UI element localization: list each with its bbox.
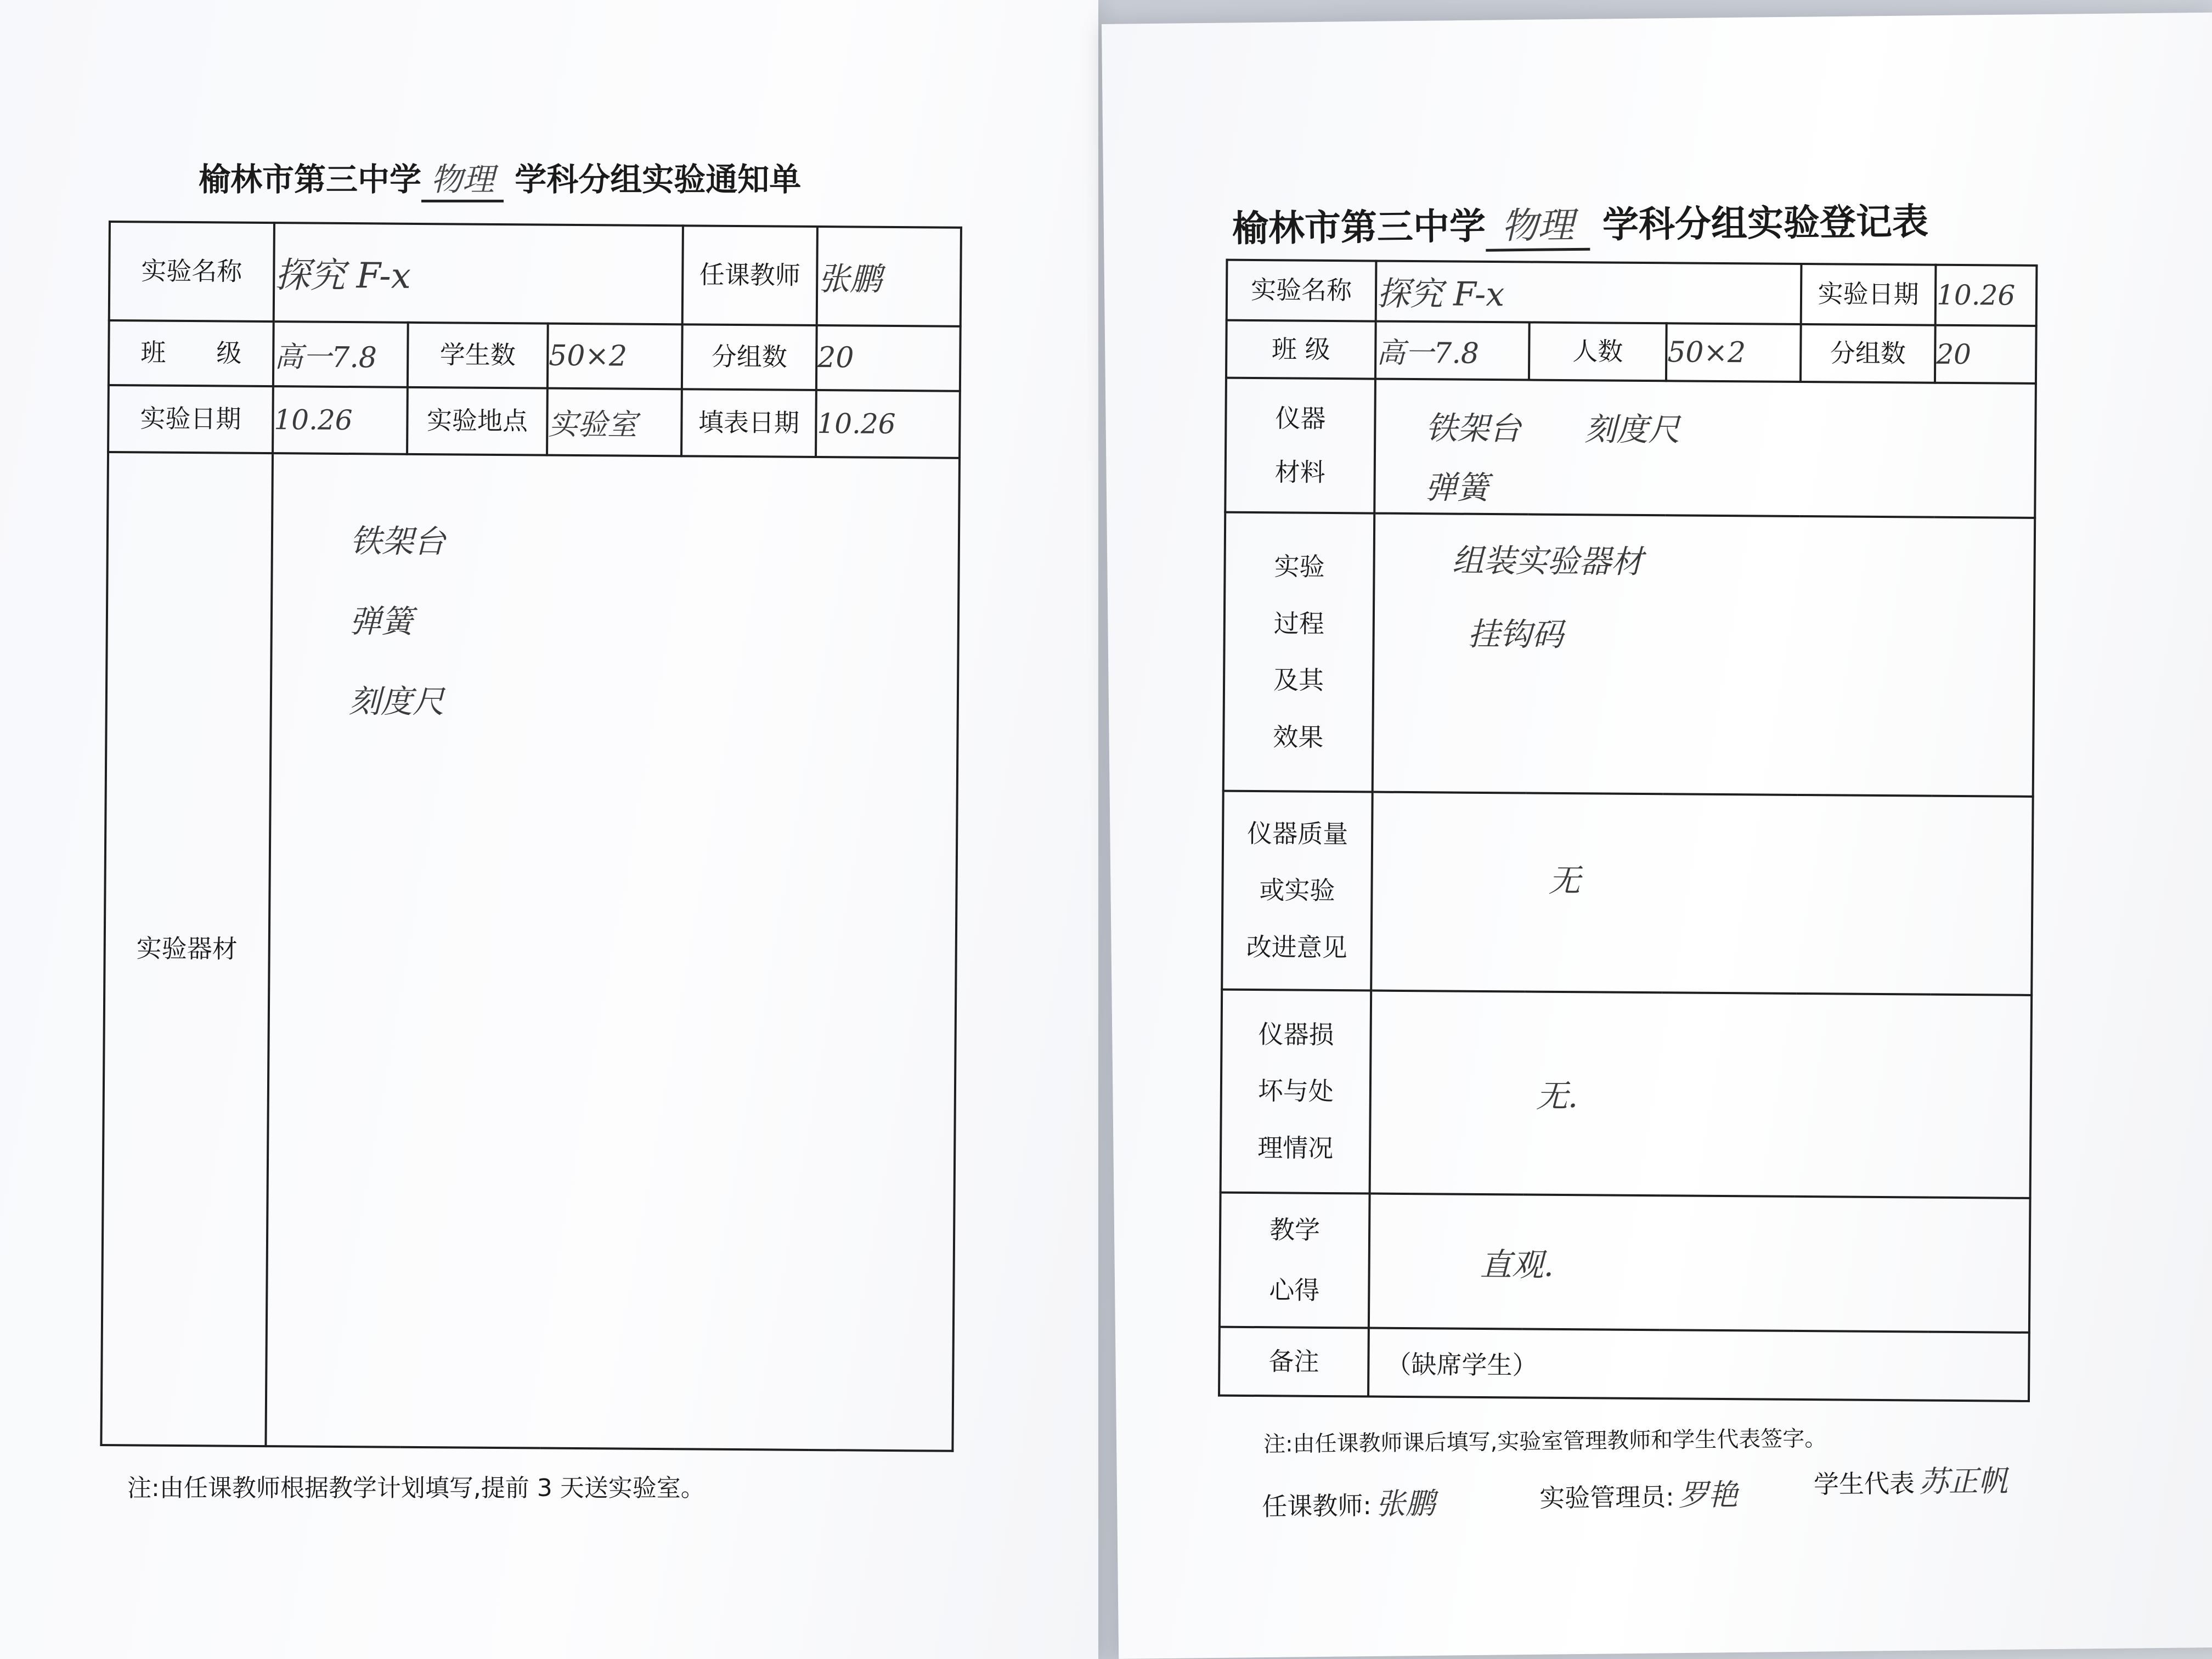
process-line: 挂钩码 (1468, 615, 1564, 653)
process-line: 组装实验器材 (1452, 541, 1643, 580)
notification-table (100, 221, 962, 1452)
value-headcount: 50×2 (1666, 323, 1801, 382)
registration-footnote: 注:由任课教师课后填写,实验室管理教师和学生代表签字。 (1263, 1426, 1827, 1458)
value-quality (1371, 792, 2033, 995)
label-experiment-name: 实验名称 (1227, 260, 1376, 321)
value-experiment-name: 探究 F-x (1376, 261, 1802, 324)
value-class: 高一7.8 (273, 321, 408, 387)
materials-line: 铁架台 刻度尺 (1425, 409, 1680, 449)
value-experiment-date: 10.26 (273, 386, 408, 454)
admin-signature-value: 罗艳 (1678, 1477, 1738, 1513)
student-signature (1813, 1458, 2008, 1502)
title-subject: 物理 (1485, 196, 1590, 252)
value-fill-date: 10.26 (816, 390, 960, 458)
label-line: 效果 (1273, 721, 1324, 752)
student-signature-label: 学生代表 (1813, 1468, 1915, 1499)
title-suffix: 学科分组实验通知单 (515, 161, 802, 198)
label-experiment-name: 实验名称 (109, 222, 274, 321)
value-teacher: 张鹏 (817, 227, 961, 326)
label-quality (1222, 791, 1373, 991)
label-class: 班 级 (1226, 320, 1376, 379)
label-location: 实验地点 (407, 387, 548, 455)
label-materials (1225, 378, 1375, 514)
label-class: 班 级 (109, 320, 274, 386)
teacher-signature (1262, 1480, 1435, 1524)
label-line: 仪器质量 (1246, 818, 1348, 849)
value-damage (1370, 991, 2032, 1198)
title-subject: 物理 (421, 154, 504, 202)
value-group-count: 20 (1935, 325, 2036, 383)
quality-text: 无 (1548, 861, 1581, 900)
notification-sheet (0, 0, 1098, 1659)
equipment-item: 铁架台 (349, 522, 446, 561)
equipment-item: 刻度尺 (348, 682, 445, 721)
label-group-count: 分组数 (1801, 324, 1936, 383)
registration-title (1232, 192, 1928, 254)
label-experiment-date: 实验日期 (1801, 264, 1936, 325)
label-line: 或实验 (1259, 875, 1335, 906)
label-equipment: 实验器材 (101, 452, 273, 1446)
label-student-count: 学生数 (408, 323, 548, 388)
title-suffix: 学科分组实验登记表 (1602, 200, 1929, 246)
admin-signature-label: 实验管理员: (1539, 1482, 1674, 1513)
value-remarks: （缺席学生） (1368, 1328, 2029, 1401)
label-line: 改进意见 (1246, 932, 1347, 962)
teacher-signature-value: 张鹏 (1375, 1486, 1436, 1521)
title-prefix: 榆林市第三中学 (1232, 205, 1486, 250)
label-line: 仪器损 (1258, 1019, 1334, 1049)
teacher-signature-label: 任课教师: (1262, 1490, 1372, 1522)
value-materials (1374, 379, 2036, 518)
label-line: 过程 (1273, 608, 1325, 639)
value-process (1373, 514, 2035, 797)
equipment-list (266, 453, 960, 1451)
title-prefix: 榆林市第三中学 (199, 161, 422, 198)
label-headcount: 人数 (1529, 323, 1667, 381)
damage-text: 无. (1536, 1077, 1578, 1115)
label-reflection (1220, 1193, 1370, 1328)
notification-footnote: 注:由任课教师根据教学计划填写,提前 3 天送实验室。 (127, 1474, 705, 1502)
value-experiment-name: 探究 F-x (274, 223, 683, 324)
notification-title (199, 154, 801, 202)
label-line: 实验 (1274, 551, 1325, 582)
label-fill-date: 填表日期 (681, 389, 816, 457)
label-process (1223, 512, 1375, 792)
registration-table (1218, 259, 2038, 1402)
label-line: 及其 (1273, 665, 1324, 695)
reflection-text: 直观. (1480, 1245, 1554, 1284)
value-experiment-date: 10.26 (1936, 265, 2037, 326)
label-remarks: 备注 (1219, 1327, 1369, 1397)
value-student-count: 50×2 (548, 324, 682, 390)
admin-signature (1539, 1471, 1738, 1516)
registration-sheet (1102, 13, 2212, 1659)
label-group-count: 分组数 (682, 324, 817, 390)
value-reflection (1369, 1194, 2030, 1333)
value-location: 实验室 (547, 388, 682, 456)
label-teacher: 任课教师 (682, 225, 817, 325)
student-signature-value: 苏正帆 (1918, 1463, 2008, 1499)
label-line: 材料 (1274, 456, 1325, 487)
label-line: 理情况 (1257, 1132, 1334, 1163)
equipment-item: 弹簧 (349, 602, 414, 640)
value-class: 高一7.8 (1375, 321, 1530, 380)
materials-line: 弹簧 (1425, 469, 1489, 507)
label-damage (1221, 990, 1372, 1194)
label-line: 坏与处 (1257, 1076, 1334, 1107)
label-line: 教学 (1269, 1215, 1321, 1245)
value-group-count: 20 (816, 325, 961, 391)
label-line: 心得 (1269, 1274, 1320, 1305)
label-experiment-date: 实验日期 (108, 385, 273, 453)
label-line: 仪器 (1275, 403, 1326, 433)
